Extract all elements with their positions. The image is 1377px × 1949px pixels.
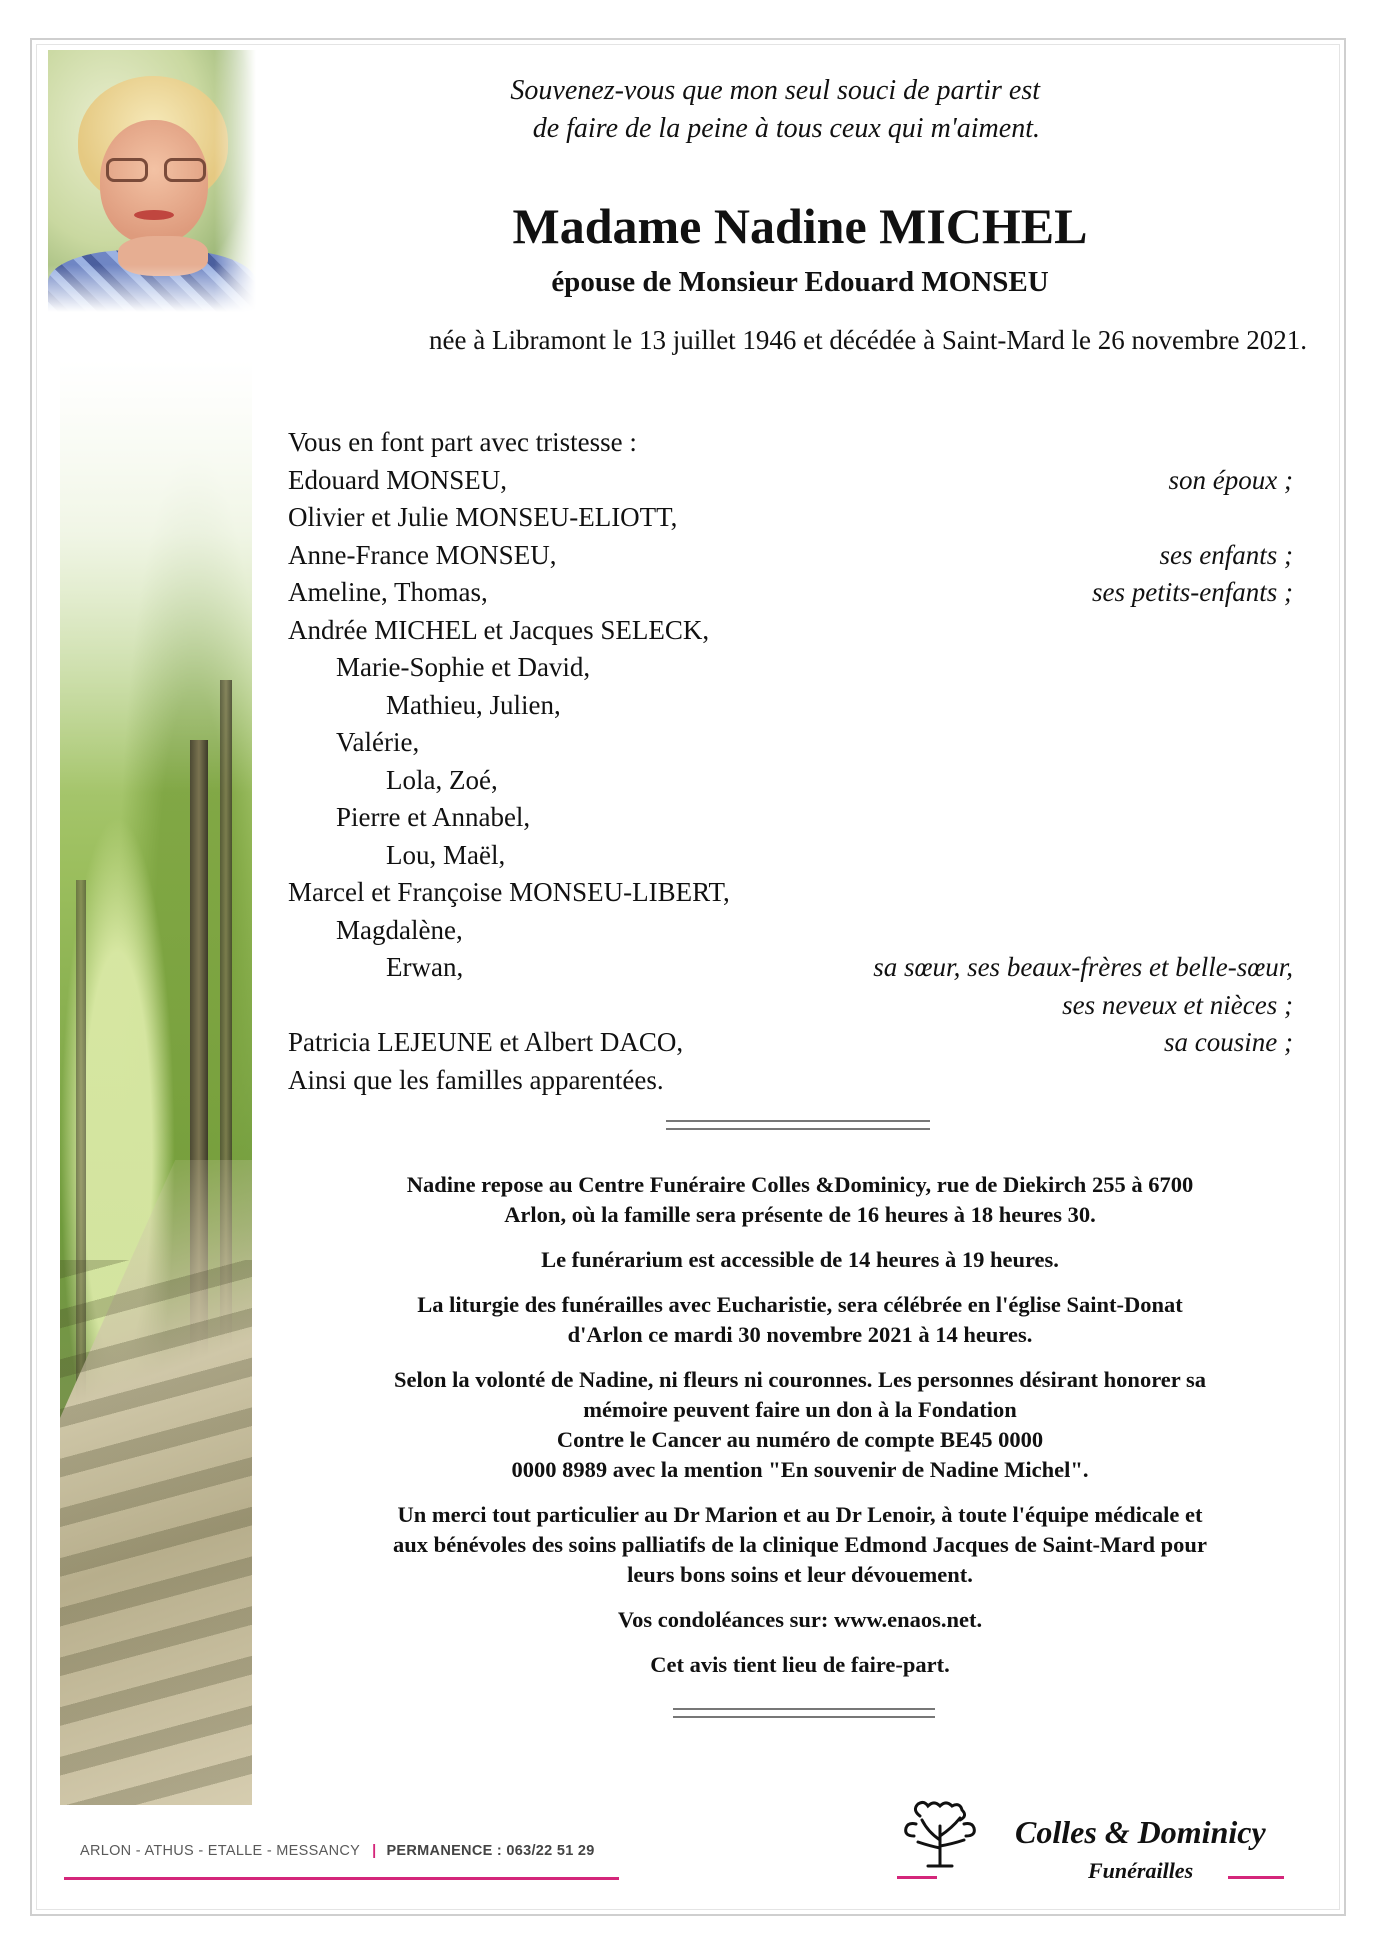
info-notice: Cet avis tient lieu de faire-part. bbox=[650, 1652, 950, 1677]
list-item: Mathieu, Julien, bbox=[386, 689, 561, 720]
footer-accent-line bbox=[64, 1877, 619, 1880]
info-thanks: Un merci tout particulier au Dr Marion et au Dr Lenoir, à toute l'équipe médicale et aux bénévoles des soins palliatifs de la clinique Edmond Jacques de Saint-Mard pour leurs bons soins et leur dévouement. bbox=[393, 1502, 1207, 1587]
list-item: Valérie, bbox=[336, 727, 420, 757]
memorial-quote bbox=[340, 72, 1040, 148]
birth-death-dates: née à Libramont le 13 juillet 1946 et décédée à Saint-Mard le 26 novembre 2021. bbox=[429, 325, 1307, 355]
family-intro: Vous en font part avec tristesse : bbox=[288, 427, 637, 457]
list-item: ses neveux et nièces ; bbox=[1062, 989, 1293, 1020]
divider bbox=[673, 1708, 935, 1718]
info-repose: Nadine repose au Centre Funéraire Colles &Dominicy, rue de Diekirch 255 à 6700 Arlon, où la famille sera présente de 16 heures à 18 heures 30. bbox=[406, 1172, 1194, 1227]
list-item: Anne-France MONSEU, ses enfants ; bbox=[288, 539, 1293, 570]
logo-accent-line-left bbox=[897, 1876, 937, 1879]
info-condolences: Vos condoléances sur: www.enaos.net. bbox=[617, 1607, 983, 1632]
footer-contact bbox=[80, 1843, 595, 1859]
funeral-information bbox=[280, 1170, 1320, 1695]
list-item: Patricia LEJEUNE et Albert DACO, sa cousine ; bbox=[288, 1027, 1293, 1057]
quote-line-2: de faire de la peine à tous ceux qui m'aiment. bbox=[532, 113, 1040, 144]
divider bbox=[666, 1120, 930, 1130]
info-liturgy: La liturgie des funérailles avec Eucharistie, sera célébrée en l'église Saint-Donat d'Arlon ce mardi 30 novembre 2021 à 14 heures. bbox=[417, 1292, 1183, 1347]
list-item: Edouard MONSEU, son époux ; bbox=[288, 464, 1293, 495]
list-item: Marie-Sophie et David, bbox=[336, 652, 591, 682]
brand-subtitle: Funérailles bbox=[1088, 1858, 1194, 1883]
footer-separator: | bbox=[372, 1843, 377, 1859]
list-item: Olivier et Julie MONSEU-ELIOTT, bbox=[288, 502, 678, 532]
forest-path-image bbox=[60, 360, 252, 1805]
list-item: Pierre et Annabel, bbox=[336, 802, 531, 832]
portrait-photo bbox=[48, 50, 256, 312]
brand-name: Colles & Dominicy bbox=[1015, 1814, 1266, 1850]
list-item: Ameline, Thomas, ses petits-enfants ; bbox=[288, 577, 1293, 607]
list-item: Erwan, sa sœur, ses beaux-frères et belle-sœur, bbox=[386, 952, 1293, 982]
list-item: Lola, Zoé, bbox=[386, 764, 498, 795]
list-item: Magdalène, bbox=[336, 914, 463, 945]
spouse-line: épouse de Monsieur Edouard MONSEU bbox=[551, 266, 1049, 298]
family-closing: Ainsi que les familles apparentées. bbox=[288, 1064, 664, 1095]
footer-locations: ARLON - ATHUS - ETALLE - MESSANCY bbox=[80, 1843, 361, 1859]
quote-line-1: Souvenez-vous que mon seul souci de partir est bbox=[510, 75, 1040, 106]
family-list bbox=[288, 424, 1293, 1099]
info-funerarium-hours: Le funérarium est accessible de 14 heures à 19 heures. bbox=[541, 1247, 1059, 1272]
logo-accent-line-right bbox=[1228, 1876, 1284, 1879]
info-donations: Selon la volonté de Nadine, ni fleurs ni couronnes. Les personnes désirant honorer sa mémoire peuvent faire un don à la Fondation Contre le Cancer au numéro de compte BE45 0000 0000 8989 avec la mention "En souvenir de Nadine Michel". bbox=[394, 1367, 1206, 1482]
deceased-name: Madame Nadine MICHEL bbox=[512, 198, 1088, 254]
list-item: Andrée MICHEL et Jacques SELECK, bbox=[288, 614, 710, 645]
list-item: Lou, Maël, bbox=[386, 839, 506, 870]
footer-permanence: PERMANENCE : 063/22 51 29 bbox=[386, 1843, 595, 1859]
list-item: Marcel et Françoise MONSEU-LIBERT, bbox=[288, 877, 730, 907]
tree-logo-icon bbox=[890, 1796, 990, 1868]
